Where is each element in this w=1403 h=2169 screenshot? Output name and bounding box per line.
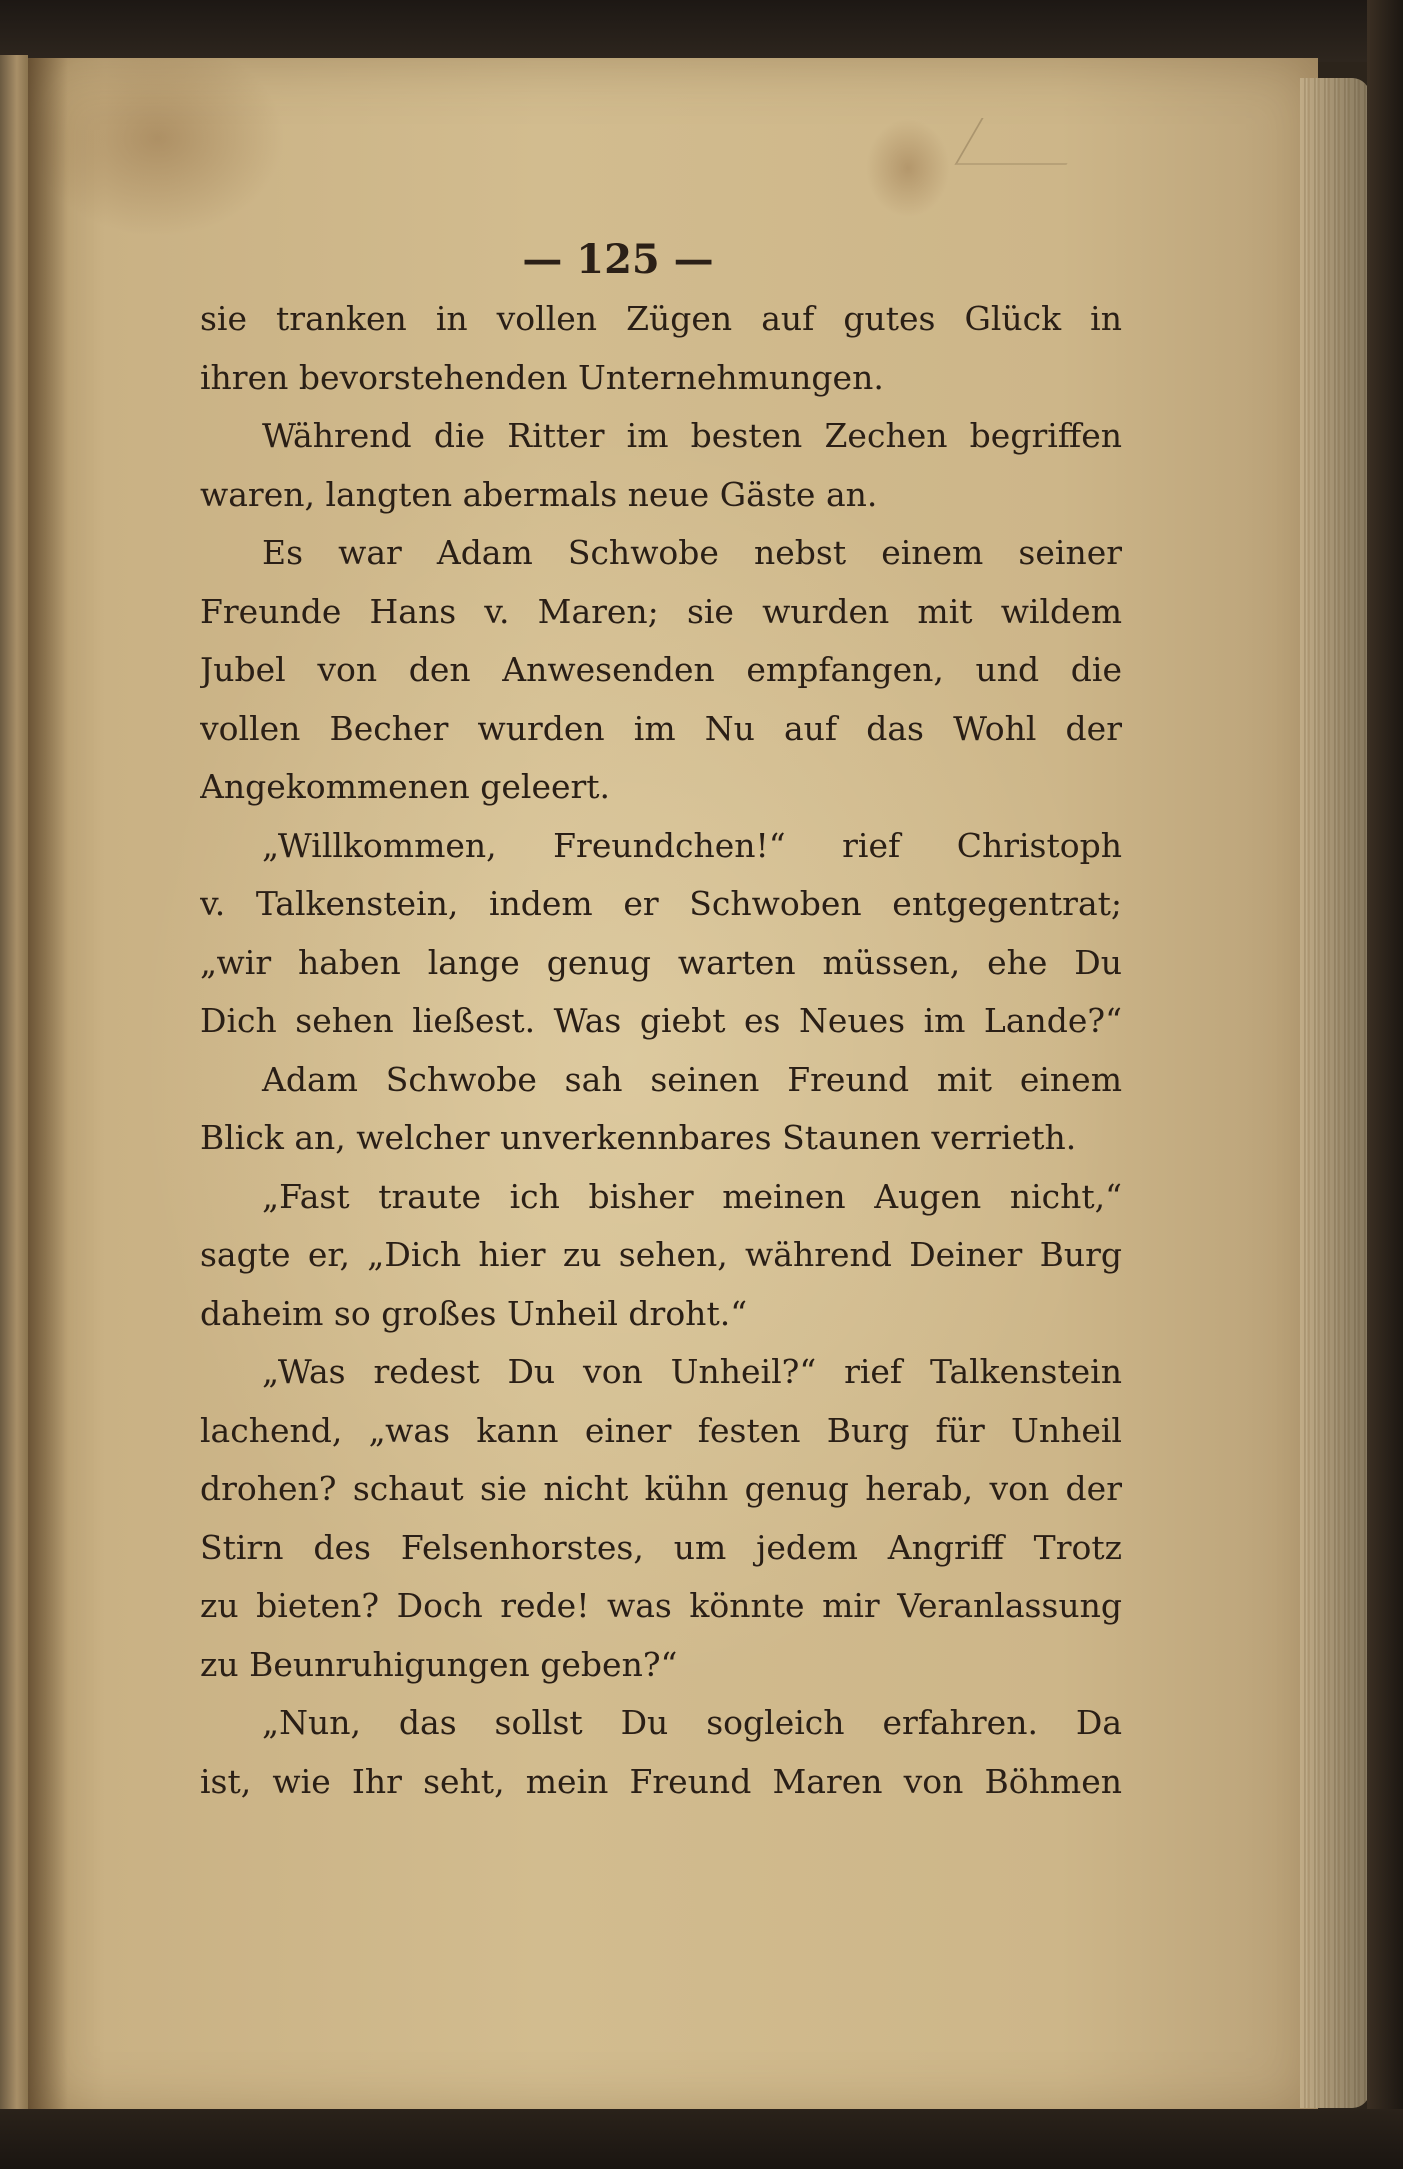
text-line: vollen Becher wurden im Nu auf das Wohl der bbox=[200, 708, 1122, 748]
text-line: sagte er, „Dich hier zu sehen, während Deiner Burg bbox=[200, 1235, 1122, 1274]
text-line: v. Talkenstein, indem er Schwoben entgegentrat; bbox=[200, 884, 1122, 923]
text-line: Freunde Hans v. Maren; sie wurden mit wildem bbox=[200, 591, 1122, 631]
text-line: daheim so großes Unheil droht.“ bbox=[200, 1293, 748, 1333]
book-page bbox=[28, 58, 1318, 2118]
book-cover-right-edge bbox=[1367, 0, 1403, 2169]
text-line: Blick an, welcher unverkennbares Staunen verrieth. bbox=[200, 1118, 1077, 1157]
text-line: waren, langten abermals neue Gäste an. bbox=[200, 474, 878, 514]
text-line: ihren bevorstehenden Unternehmungen. bbox=[200, 357, 884, 397]
text-line: Es war Adam Schwobe nebst einem seiner bbox=[262, 533, 1122, 572]
text-line: Stirn des Felsenhorstes, um jedem Angriff Trotz bbox=[200, 1527, 1122, 1567]
text-line: „Willkommen, Freundchen!“ rief Christoph bbox=[262, 825, 1122, 865]
book-cover-bottom-edge bbox=[0, 2109, 1403, 2169]
corner-crease bbox=[954, 118, 1093, 165]
facing-page-edge bbox=[0, 55, 28, 2125]
text-line: sie tranken in vollen Zügen auf gutes Glück in bbox=[200, 299, 1122, 338]
book-cover-top-edge bbox=[0, 0, 1403, 62]
gutter-shadow bbox=[28, 58, 68, 2118]
text-line: lachend, „was kann einer festen Burg für Unheil bbox=[200, 1410, 1122, 1450]
text-line: „wir haben lange genug warten müssen, ehe Du bbox=[200, 942, 1122, 982]
text-line: zu bieten? Doch rede! was könnte mir Veranlassung bbox=[200, 1586, 1122, 1625]
text-line: Dich sehen ließest. Was giebt es Neues im Lande?“ bbox=[200, 1001, 1122, 1040]
text-line: ist, wie Ihr seht, mein Freund Maren von Böhmen bbox=[200, 1761, 1122, 1801]
text-line: Adam Schwobe sah seinen Freund mit einem bbox=[262, 1059, 1122, 1099]
text-line: drohen? schaut sie nicht kühn genug herab, von der bbox=[200, 1469, 1122, 1508]
text-line: „Fast traute ich bisher meinen Augen nicht,“ bbox=[262, 1176, 1122, 1216]
page-number: — 125 — bbox=[522, 236, 714, 283]
text-line: Angekommenen geleert. bbox=[200, 767, 611, 806]
text-line: „Nun, das sollst Du sogleich erfahren. Da bbox=[262, 1703, 1122, 1742]
text-line: „Was redest Du von Unheil?“ rief Talkenstein bbox=[262, 1352, 1122, 1391]
body-text bbox=[200, 290, 1122, 1811]
text-line: zu Beunruhigungen geben?“ bbox=[200, 1644, 678, 1684]
page-block-edges bbox=[1300, 78, 1370, 2108]
text-line: Jubel von den Anwesenden empfangen, und die bbox=[200, 650, 1122, 689]
text-line: Während die Ritter im besten Zechen begriffen bbox=[262, 416, 1122, 455]
